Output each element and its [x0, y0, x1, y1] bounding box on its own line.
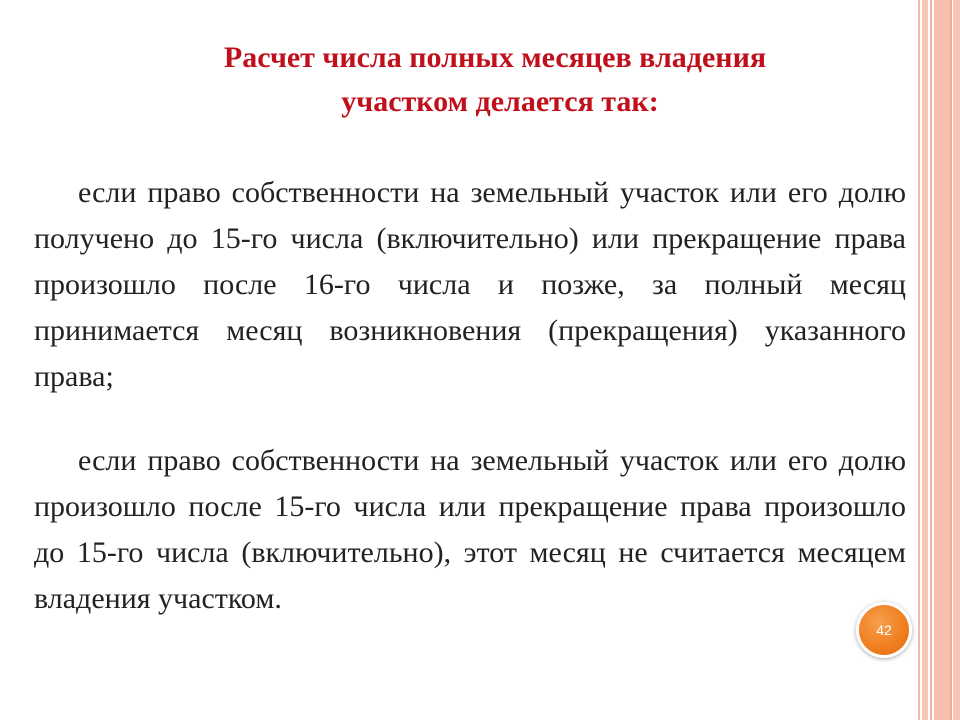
body-paragraph-2: если право собственности на земельный участок или его долю произошло после 15-го числа или прекращение права произошло до 15-го числа (включительно), этот месяц не считается месяцем владения участком.: [34, 444, 906, 615]
decorative-stripe: [950, 0, 952, 720]
slide-title-line-2: участком делается так:: [341, 85, 659, 118]
decorative-stripe: [953, 0, 960, 720]
slide-title: [130, 36, 860, 124]
body-paragraph-1: если право собственности на земельный участок или его долю получено до 15-го числа (включительно) или прекращение права произошло после 16-го числа и позже, за полный месяц принимается месяц возникновения (прекращения) указанного права;: [34, 176, 906, 393]
page-number-badge: 42: [856, 602, 912, 658]
slide-title-line-1: Расчет числа полных месяцев владения: [223, 41, 767, 74]
decorative-stripe: [934, 0, 950, 720]
decorative-stripe: [922, 0, 928, 720]
decorative-stripe: [930, 0, 932, 720]
decorative-stripe: [918, 0, 920, 720]
